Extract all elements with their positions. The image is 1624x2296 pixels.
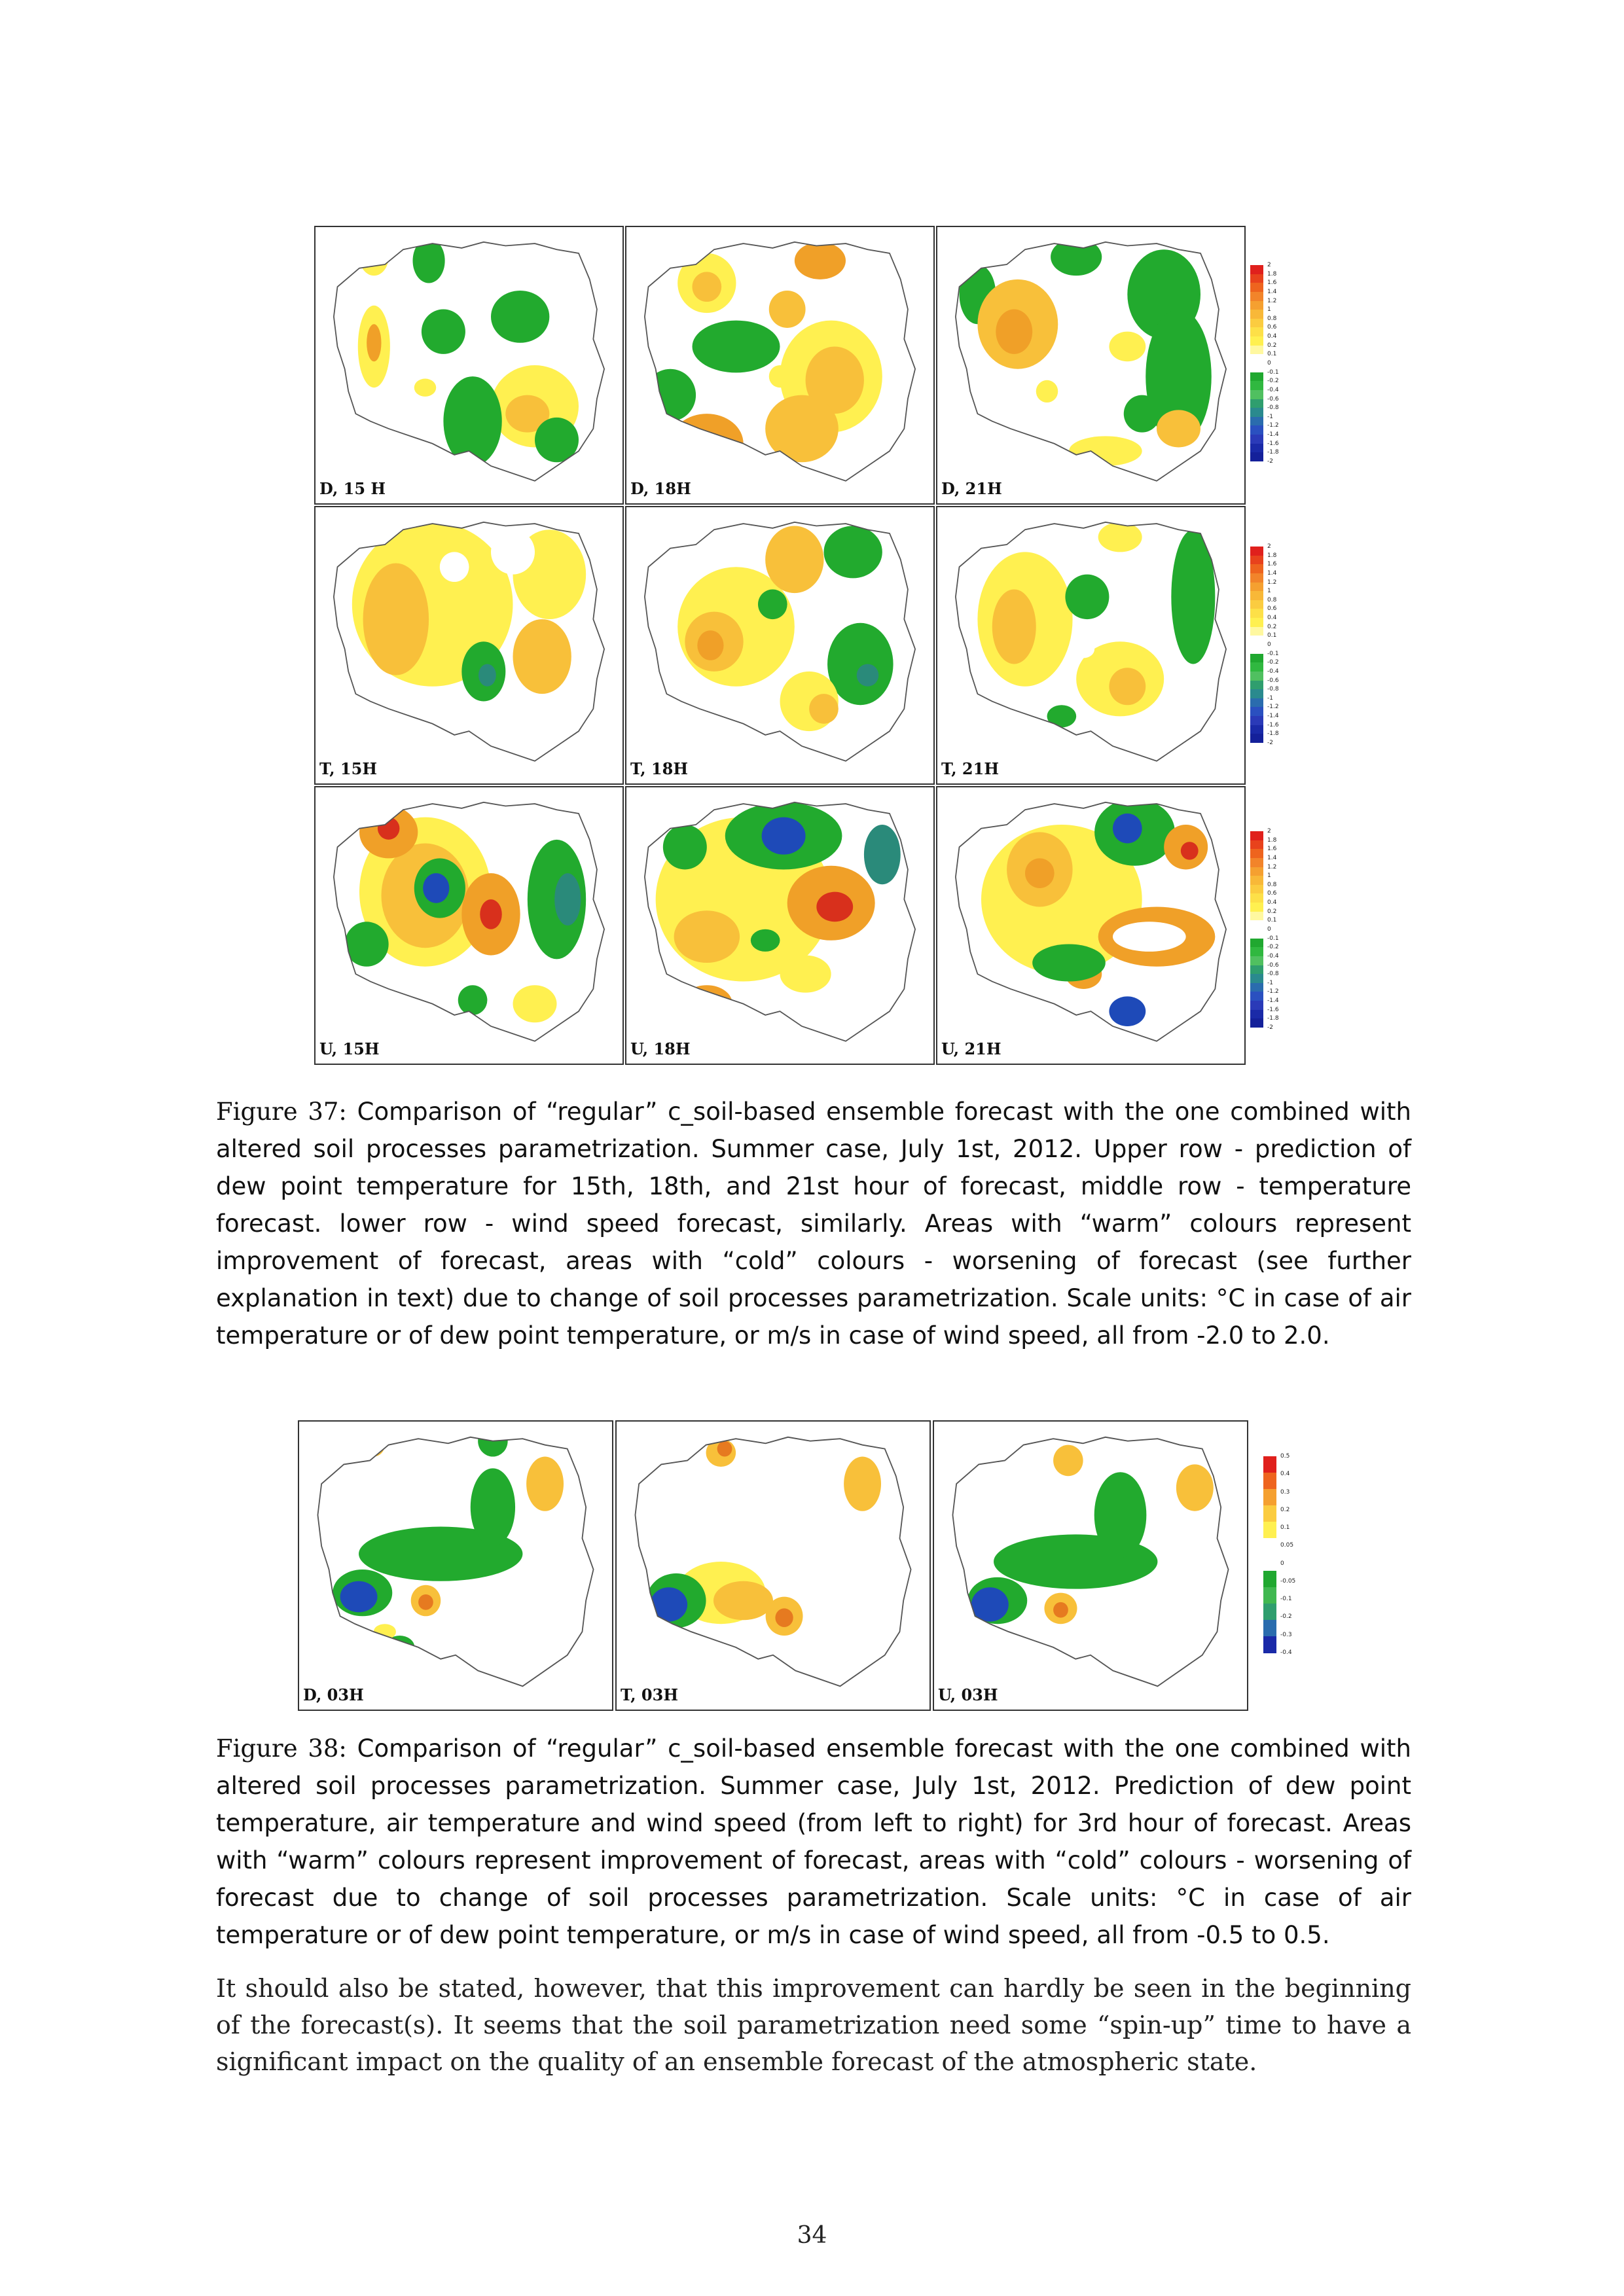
legend-tick-label: 0.4 (1267, 333, 1277, 340)
legend-swatch (1263, 1505, 1276, 1522)
panel-label: D, 15 H (319, 479, 386, 498)
legend-tick-label: 1 (1267, 872, 1271, 880)
poland-map (934, 1422, 1247, 1710)
legend-tick-label: 1.2 (1267, 297, 1277, 304)
contour-region-blue (762, 817, 806, 855)
contour-region-teal (554, 873, 581, 925)
contour-region-yellow (1036, 380, 1058, 403)
contour-region-light_orange (513, 619, 571, 694)
legend-swatch (1250, 939, 1263, 948)
legend-tick-label: 0.6 (1267, 605, 1277, 613)
contour-region-green (645, 369, 696, 422)
legend-tick-label: -0.6 (1267, 395, 1279, 403)
panel-label: U, 15H (319, 1039, 380, 1058)
legend-tick-label: 0.1 (1267, 351, 1277, 358)
legend-tick-label: -0.4 (1267, 386, 1279, 393)
legend-swatch (1250, 346, 1263, 355)
legend-tick-label: -1.6 (1267, 721, 1279, 728)
legend-swatch (1250, 956, 1263, 965)
contour-region-green (751, 929, 780, 952)
legend-swatch (1263, 1636, 1276, 1653)
panel-t-18h (625, 506, 935, 785)
figure-37-legend-row2 (1250, 543, 1303, 749)
legend-tick-label: 0.1 (1267, 632, 1277, 639)
legend-swatch (1250, 319, 1263, 328)
contour-region-green (1024, 1643, 1054, 1667)
legend-tick-label: -0.1 (1280, 1596, 1292, 1603)
contour-region-green (687, 1647, 710, 1663)
legend-swatch (1250, 707, 1263, 716)
legend-tick-label: -0.8 (1267, 404, 1279, 412)
legend-swatch (1250, 965, 1263, 975)
contour-region-light_orange (1176, 1464, 1214, 1511)
contour-region-dark_orange (418, 1594, 433, 1610)
legend-tick-label: -0.4 (1267, 952, 1279, 960)
legend-swatch (1250, 645, 1263, 654)
legend-swatch (1263, 1522, 1276, 1539)
legend-tick-label: -0.2 (1267, 378, 1279, 385)
poland-map (937, 787, 1244, 1064)
poland-map (937, 227, 1244, 503)
legend-swatch (1250, 591, 1263, 600)
contour-region-red (816, 892, 853, 922)
legend-tick-label: 1.2 (1267, 863, 1277, 870)
legend-swatch (1250, 725, 1263, 734)
contour-region-orange (697, 630, 723, 660)
legend-tick-label: 0 (1267, 360, 1271, 367)
legend-tick-label: 1.8 (1267, 552, 1277, 559)
legend-tick-label: 1.8 (1267, 270, 1277, 278)
contour-region-green (471, 1468, 515, 1546)
legend-swatch (1250, 831, 1263, 840)
legend-swatch (1250, 974, 1263, 983)
legend-tick-label: -2 (1267, 458, 1273, 465)
legend-swatch (1250, 840, 1263, 850)
legend-swatch (1250, 292, 1263, 301)
contour-region-white (1113, 922, 1186, 952)
figure-38 (298, 1420, 1309, 1715)
legend-tick-label: -0.8 (1267, 686, 1279, 693)
legend-tick-label: -0.05 (1280, 1577, 1296, 1585)
legend-swatch (1250, 354, 1263, 363)
legend-tick-label: 0.2 (1280, 1506, 1290, 1513)
legend-tick-label: -1.8 (1267, 730, 1279, 738)
poland-map (316, 787, 623, 1064)
legend-tick-label: -0.2 (1280, 1613, 1292, 1621)
legend-swatch (1250, 912, 1263, 921)
legend-tick-label: -1.4 (1267, 997, 1279, 1005)
contour-region-blue (423, 873, 449, 903)
legend-tick-label: 1.2 (1267, 579, 1277, 586)
legend-swatch (1250, 564, 1263, 573)
legend-swatch (1250, 274, 1263, 283)
poland-map (299, 1422, 612, 1710)
legend-tick-label: -0.2 (1267, 659, 1279, 666)
legend-tick-label: 1.4 (1267, 854, 1277, 861)
legend-swatch (1250, 547, 1263, 556)
figure-37 (314, 226, 1309, 1080)
panel-u-15h (314, 786, 624, 1065)
contour-region-green (1065, 575, 1109, 619)
contour-region-light_orange (1109, 668, 1146, 705)
legend-swatch (1250, 636, 1263, 645)
legend-swatch (1250, 435, 1263, 444)
contour-region-light_orange (526, 1457, 564, 1511)
legend-tick-label: 0.1 (1280, 1524, 1290, 1532)
legend-swatch (1263, 1456, 1276, 1473)
figure-38-caption (216, 1730, 1411, 1954)
legend-swatch (1250, 301, 1263, 310)
contour-region-orange (996, 309, 1032, 353)
contour-region-green (443, 376, 501, 466)
legend-swatch (1250, 399, 1263, 408)
legend-tick-label: 1 (1267, 306, 1271, 314)
legend-swatch (1250, 452, 1263, 461)
legend-tick-label: 0 (1280, 1560, 1284, 1567)
poland-map (617, 1422, 929, 1710)
contour-region-yellow (359, 238, 389, 276)
panel-d-03h (298, 1420, 613, 1711)
legend-swatch (1250, 265, 1263, 274)
legend-swatch (1263, 1554, 1276, 1571)
contour-region-green (1094, 1472, 1147, 1558)
contour-region-dark_orange (775, 1608, 793, 1627)
contour-region-orange (367, 324, 381, 361)
contour-region-teal (857, 664, 879, 687)
contour-region-teal (478, 664, 496, 687)
contour-region-blue (1109, 996, 1146, 1026)
legend-tick-label: 0.2 (1267, 623, 1277, 630)
legend-swatch (1250, 556, 1263, 565)
contour-region-light_orange (983, 1437, 1005, 1461)
legend-swatch (1263, 1620, 1276, 1637)
panel-label: D, 18H (630, 479, 691, 498)
contour-region-red (480, 899, 502, 929)
legend-tick-label: 0.8 (1267, 596, 1277, 603)
legend-swatch (1250, 716, 1263, 725)
legend-swatch (1263, 1571, 1276, 1588)
legend-swatch (1250, 672, 1263, 681)
legend-tick-label: -0.6 (1267, 961, 1279, 969)
legend-swatch (1250, 929, 1263, 939)
contour-region-green (422, 309, 465, 353)
contour-region-green (491, 291, 549, 343)
poland-map (626, 787, 933, 1064)
legend-tick-label: -0.2 (1267, 944, 1279, 951)
contour-region-light_orange (363, 1433, 385, 1457)
legend-tick-label: -0.4 (1267, 668, 1279, 675)
legend-tick-label: -1 (1267, 413, 1273, 420)
contour-region-green (1124, 395, 1161, 433)
legend-tick-label: -2 (1267, 740, 1273, 746)
legend-tick-label: 1 (1267, 588, 1271, 595)
legend-swatch (1250, 893, 1263, 903)
contour-region-green (1171, 529, 1215, 664)
contour-region-green (1032, 944, 1106, 982)
contour-region-red (1181, 842, 1199, 859)
contour-region-light_orange (992, 589, 1036, 664)
legend-swatch (1250, 983, 1263, 992)
panel-label: T, 15H (319, 759, 378, 778)
legend-tick-label: 0 (1267, 926, 1271, 933)
figure-37-legend-row3 (1250, 828, 1303, 1034)
panel-label: D, 21H (941, 479, 1002, 498)
legend-swatch (1250, 903, 1263, 912)
legend-tick-label: 1.6 (1267, 561, 1277, 568)
legend-tick-label: 0.8 (1267, 881, 1277, 888)
contour-region-green (751, 1659, 781, 1683)
contour-region-green (385, 1636, 415, 1659)
legend-swatch (1250, 920, 1263, 929)
legend-tick-label: -1.4 (1267, 713, 1279, 720)
body-paragraph: It should also be stated, however, that this improvement can hardly be seen in the beginning of the forecast(s). It seems that the soil parametrization need some “spin-up” time to have a significant impact on the quality of an ensemble forecast of the atmospheric state. (216, 1974, 1411, 2076)
legend-swatch (1250, 444, 1263, 453)
poland-map (316, 507, 623, 783)
figure-37-caption (216, 1093, 1411, 1354)
legend-swatch (1250, 336, 1263, 346)
legend-tick-label: -1.2 (1267, 704, 1279, 711)
legend-swatch (1263, 1489, 1276, 1506)
legend-tick-label: 2 (1267, 543, 1271, 550)
legend-swatch (1263, 1538, 1276, 1555)
legend-tick-label: 0.8 (1267, 315, 1277, 322)
legend-swatch (1250, 992, 1263, 1001)
legend-tick-label: 0.5 (1280, 1453, 1290, 1460)
panel-label: U, 18H (630, 1039, 691, 1058)
legend-swatch (1250, 408, 1263, 417)
legend-tick-label: -1 (1267, 694, 1273, 702)
figure-37-label: Figure 37: (216, 1098, 347, 1126)
legend-swatch (1250, 1010, 1263, 1019)
contour-region-white (965, 868, 983, 886)
legend-swatch (1250, 425, 1263, 435)
legend-tick-label: -0.1 (1267, 935, 1279, 942)
legend-tick-label: 1.6 (1267, 279, 1277, 287)
panel-u-18h (625, 786, 935, 1065)
legend-tick-label: 0.4 (1280, 1471, 1290, 1478)
poland-map (937, 507, 1244, 783)
legend-swatch (1250, 390, 1263, 399)
legend-tick-label: 0.05 (1280, 1542, 1294, 1549)
contour-region-teal (864, 825, 901, 884)
legend-tick-label: -0.3 (1280, 1631, 1292, 1638)
contour-region-yellow (780, 956, 831, 993)
contour-region-light_orange (844, 1457, 881, 1511)
poland-map (316, 227, 623, 503)
contour-region-green (1047, 705, 1077, 727)
legend-swatch (1250, 858, 1263, 867)
panel-t-21h (936, 506, 1246, 785)
figure-37-legend-row1 (1250, 262, 1303, 468)
contour-region-green (663, 825, 707, 869)
legend-tick-label: 0.4 (1267, 615, 1277, 622)
contour-region-orange (795, 242, 846, 279)
contour-region-light_orange (674, 910, 740, 963)
legend-tick-label: -0.6 (1267, 677, 1279, 684)
contour-region-white (440, 552, 469, 582)
contour-region-orange (670, 414, 744, 473)
legend-swatch (1250, 654, 1263, 663)
panel-label: T, 18H (630, 759, 689, 778)
legend-tick-label: 0 (1267, 641, 1271, 648)
legend-tick-label: -0.4 (1280, 1649, 1292, 1656)
panel-t-15h (314, 506, 624, 785)
legend-tick-label: 0.2 (1267, 342, 1277, 349)
panel-label: D, 03H (303, 1685, 364, 1704)
figure-38-label: Figure 38: (216, 1734, 347, 1763)
legend-swatch (1263, 1604, 1276, 1621)
poland-map (626, 227, 933, 503)
legend-tick-label: -1.8 (1267, 449, 1279, 456)
contour-region-green (693, 321, 780, 373)
legend-tick-label: 1.6 (1267, 846, 1277, 853)
panel-label: T, 03H (621, 1685, 679, 1704)
legend-swatch (1250, 947, 1263, 956)
legend-tick-label: 0.4 (1267, 899, 1277, 906)
legend-swatch (1250, 372, 1263, 382)
legend-tick-label: -0.1 (1267, 368, 1279, 376)
legend-swatch (1250, 609, 1263, 618)
legend-swatch (1250, 1001, 1263, 1010)
contour-region-yellow (513, 985, 557, 1022)
contour-region-yellow (374, 1624, 396, 1640)
contour-region-white (491, 529, 535, 574)
contour-region-light_orange (1157, 410, 1200, 447)
contour-region-light_orange (363, 564, 429, 675)
contour-region-light_orange (713, 1581, 773, 1620)
contour-region-blue (650, 1587, 687, 1621)
legend-tick-label: 0.6 (1267, 890, 1277, 897)
legend-swatch (1250, 381, 1263, 390)
contour-region-light_orange (765, 526, 823, 594)
contour-region-light_orange (693, 272, 722, 302)
legend-tick-label: 1.4 (1267, 569, 1277, 577)
contour-region-green (458, 985, 488, 1015)
legend-swatch (1250, 573, 1263, 583)
legend-swatch (1263, 1587, 1276, 1604)
panel-t-03h (615, 1420, 931, 1711)
panel-label: T, 21H (941, 759, 1000, 778)
panel-u-03h (933, 1420, 1248, 1711)
legend-tick-label: 0.3 (1280, 1488, 1290, 1496)
legend-tick-label: 0.6 (1267, 324, 1277, 331)
contour-region-yellow (1098, 522, 1142, 552)
legend-tick-label: -0.1 (1267, 650, 1279, 657)
legend-tick-label: 0.1 (1267, 917, 1277, 924)
panel-d-21h (936, 226, 1246, 505)
contour-region-green (827, 623, 893, 705)
legend-tick-label: 1.8 (1267, 836, 1277, 844)
contour-region-yellow (414, 379, 437, 397)
contour-region-light_orange (1053, 1445, 1083, 1477)
figure-38-legend (1263, 1453, 1309, 1656)
legend-tick-label: -0.8 (1267, 971, 1279, 978)
legend-tick-label: -1.6 (1267, 440, 1279, 447)
contour-region-yellow (769, 365, 791, 387)
legend-swatch (1250, 327, 1263, 336)
panel-d-18h (625, 226, 935, 505)
contour-region-yellow (1109, 332, 1146, 362)
legend-tick-label: 2 (1267, 828, 1271, 834)
legend-tick-label: -2 (1267, 1024, 1273, 1031)
legend-swatch (1250, 698, 1263, 708)
contour-region-orange (1025, 858, 1055, 888)
legend-swatch (1250, 417, 1263, 426)
legend-tick-label: -1.6 (1267, 1006, 1279, 1013)
legend-swatch (1250, 662, 1263, 672)
legend-swatch (1250, 849, 1263, 858)
legend-swatch (1250, 618, 1263, 627)
panel-u-21h (936, 786, 1246, 1065)
legend-swatch (1263, 1473, 1276, 1490)
legend-swatch (1250, 885, 1263, 894)
legend-swatch (1250, 283, 1263, 292)
contour-region-white (1073, 640, 1095, 658)
legend-swatch (1250, 310, 1263, 319)
panel-label: U, 03H (938, 1685, 998, 1704)
legend-swatch (1250, 1018, 1263, 1028)
legend-tick-label: -1.2 (1267, 422, 1279, 429)
contour-region-blue (1113, 814, 1142, 844)
legend-swatch (1250, 583, 1263, 592)
legend-tick-label: 0.2 (1267, 908, 1277, 915)
page-number: 34 (797, 2222, 827, 2249)
panel-label: U, 21H (941, 1039, 1001, 1058)
legend-tick-label: 2 (1267, 262, 1271, 268)
legend-swatch (1250, 600, 1263, 609)
legend-swatch (1250, 876, 1263, 885)
legend-tick-label: -1.2 (1267, 988, 1279, 996)
legend-tick-label: 1.4 (1267, 288, 1277, 295)
panel-d-15h (314, 226, 624, 505)
contour-region-dark_orange (717, 1441, 732, 1457)
figure-37-caption-text: Comparison of “regular” c_soil-based ensemble forecast with the one combined with altered soil processes parametrization. Summer case, July 1st, 2012. Upper row - prediction of dew point temperature for 15th, 18th, and 21st hour of forecast, middle row - temperature forecast. lower row - wind speed forecast, similarly. Areas with “warm” colours represent improvement of forecast, areas with “cold” colours - worsening of forecast (see further explanation in text) due to change of soil processes parametrization. Scale units: °C in case of air temperature or of dew point temperature, or m/s in case of wind speed, all from -2.0 to 2.0. (216, 1098, 1411, 1350)
legend-swatch (1250, 627, 1263, 636)
legend-swatch (1250, 867, 1263, 876)
legend-tick-label: -1 (1267, 979, 1273, 986)
contour-region-blue (340, 1581, 378, 1613)
legend-tick-label: -1.4 (1267, 431, 1279, 439)
legend-tick-label: -1.8 (1267, 1015, 1279, 1022)
contour-region-dark_orange (1053, 1602, 1068, 1618)
contour-region-red (685, 436, 721, 466)
legend-swatch (1250, 681, 1263, 690)
legend-swatch (1250, 363, 1263, 372)
contour-region-green (824, 526, 882, 579)
legend-swatch (1250, 734, 1263, 743)
contour-region-green (758, 589, 787, 619)
figure-38-caption-text: Comparison of “regular” c_soil-based ensemble forecast with the one combined with altered soil processes parametrization. Summer case, July 1st, 2012. Prediction of dew point temperature, air temperature and wind speed (from left to right) for 3rd hour of forecast. Areas with “warm” colours represent improvement of forecast, areas with “cold” colours - worsening of forecast due to change of soil processes parametrization. Scale units: °C in case of air temperature or of dew point temperature, or m/s in case of wind speed, all from -0.5 to 0.5. (216, 1734, 1411, 1949)
contour-region-red (378, 817, 400, 840)
contour-region-light_orange (769, 291, 806, 328)
contour-region-light_orange (809, 694, 839, 724)
legend-swatch (1250, 689, 1263, 698)
poland-map (626, 507, 933, 783)
